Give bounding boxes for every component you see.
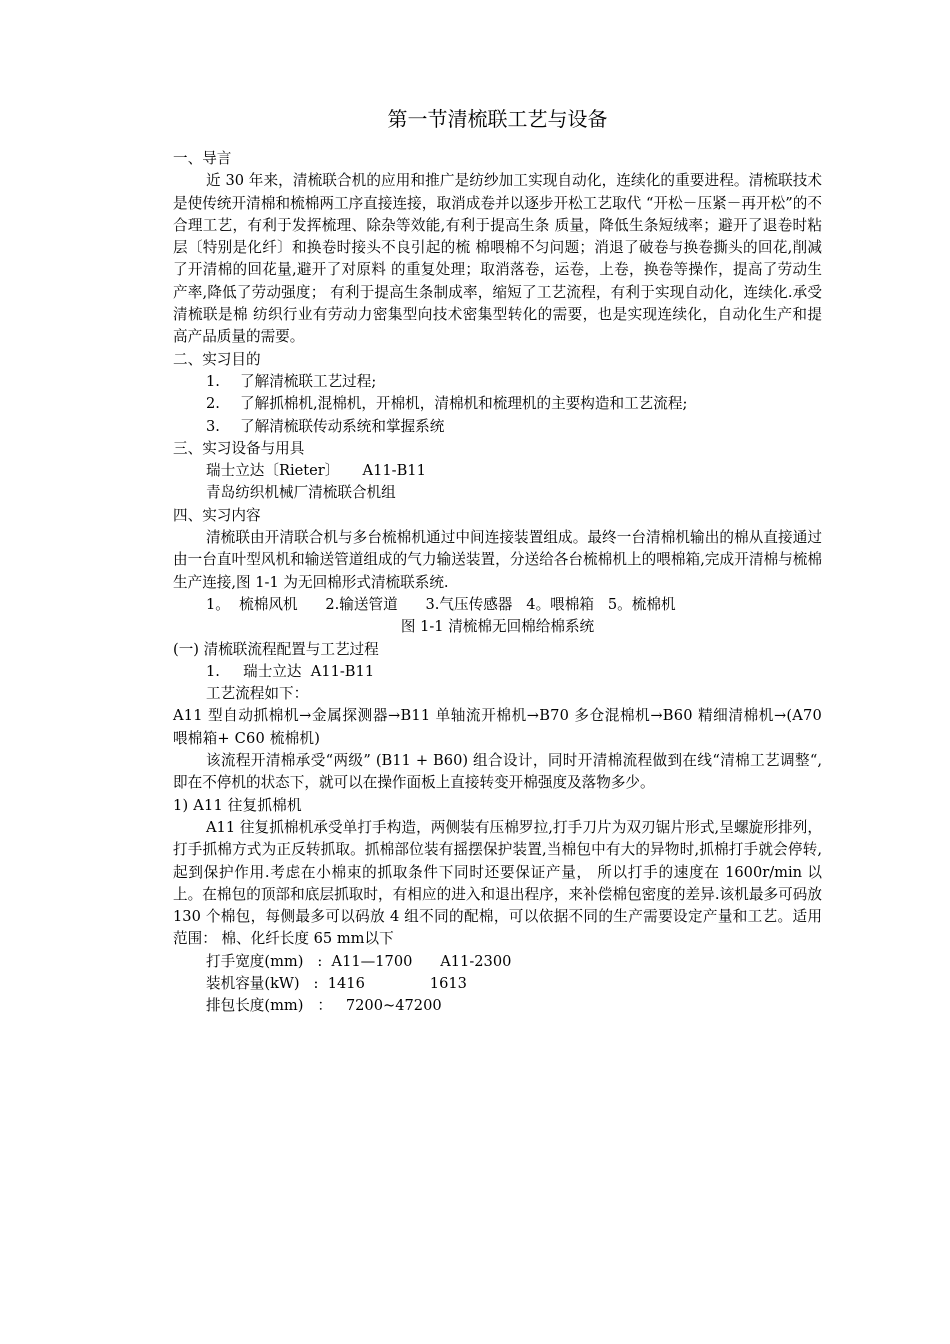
equipment-line: 青岛纺织机械厂清梳联合机组 xyxy=(206,484,396,502)
page-title: 第一节清梳联工艺与设备 xyxy=(387,107,608,131)
flow-sequence: A11 型自动抓棉机→金属探测器→B11 单轴流开棉机→B70 多仓混棉机→B60 精细清棉机→(A70 喂棉箱+ C60 梳棉机) xyxy=(173,707,822,747)
a11-paragraph: A11 往复抓棉机承受单打手构造，两侧装有压棉罗拉,打手刀片为双刃锯片形式,呈螺旋形排列，打手抓棉方式为正反转抓取。抓棉部位装有摇摆保护装置,当棉包中有大的异物时,抓棉打手就会停转,起到保护作用.考虑在小棉束的抓取条件下同时还要保证产量， 所以打手的速度在 1600r/min 以上。在棉包的顶部和底层抓取时，有相应的进入和退出程序，来补偿棉包密度的差异.该机最多可码放 130 个棉包，每侧最多可以码放 4 组不同的配棉，可以依据不同的生产需要设定产量和工艺。适用范围： 棉、化纤长度 65 mm以下 xyxy=(173,818,822,948)
spec-line: 排包长度(mm) ： 7200~47200 xyxy=(206,997,442,1015)
list-item: 1. 了解清梳联工艺过程; xyxy=(206,372,377,390)
section-heading-purpose: 二、实习目的 xyxy=(173,350,261,368)
section-heading-content: 四、实习内容 xyxy=(173,506,261,524)
section-heading-intro: 一、导言 xyxy=(173,150,232,167)
figure-legend: 1。 梳棉风机 2.输送管道 3.气压传感器 4。喂棉箱 5。梳棉机 xyxy=(206,595,676,613)
section-heading-equipment: 三、实习设备与用具 xyxy=(173,439,305,457)
flow-note: 该流程开清棉承受“两级” (B11 + B60) 组合设计，同时开清棉流程做到在线“清棉工艺调整“,即在不停机的状态下，就可以在操作面板上直接转变开棉强度及落物多少。 xyxy=(173,752,822,792)
intro-paragraph: 近 30 年来，清梳联合机的应用和推广是纺纱加工实现自动化，连续化的重要进程。清梳联技术是使传统开清棉和梳棉两工序直接连接，取消成卷并以逐步开松工艺取代 “开松－压紧－再开松”的不合理工艺，有利于发挥梳理、除杂等效能,有利于提高生条 质量，降低生条短绒率；避开了退卷时粘层〔特别是化纤〕和换卷时接头不良引起的梳 棉喂棉不匀问题；消退了破卷与换卷撕头的回花,削减了开清棉的回花量,避开了对原料 的重复处理；取消落卷，运卷，上卷，换卷等操作，提高了劳动生产率,降低了劳动强度； 有利于提高生条制成率，缩短了工艺流程，有利于实现自动化，连续化.承受清梳联是棉 纺织行业有劳动力密集型向技术密集型转化的需要，也是实现连续化，自动化生产和提 高产品质量的需要。 xyxy=(173,172,822,346)
list-item: 2. 了解抓棉机,混棉机，开棉机，清棉机和梳理机的主要构造和工艺流程; xyxy=(206,395,688,413)
flow-item: 1. 瑞士立达 A11-B11 xyxy=(206,662,375,680)
spec-line: 打手宽度(mm) : A11—1700 A11-2300 xyxy=(206,952,512,970)
figure-caption: 图 1-1 清梳棉无回棉给棉系统 xyxy=(400,618,595,636)
equipment-line: 瑞士立达〔Rieter〕 A11-B11 xyxy=(206,462,426,480)
flow-label: 工艺流程如下： xyxy=(206,685,309,703)
subsection-heading-flow: (一) 清梳联流程配置与工艺过程 xyxy=(173,640,379,658)
list-item: 3. 了解清梳联传动系统和掌握系统 xyxy=(206,417,445,435)
subsection-heading-a11: 1) A11 往复抓棉机 xyxy=(173,796,302,814)
content-paragraph: 清梳联由开清联合机与多台梳棉机通过中间连接装置组成。最终一台清棉机输出的棉从直接通过由一台直叶型风机和输送管道组成的气力输送装置，分送给各台梳棉机上的喂棉箱,完成开清棉与梳棉生产连接,图 1-1 为无回棉形式清梳联系统. xyxy=(173,529,822,591)
spec-line: 装机容量(kW) : 1416 1613 xyxy=(206,974,467,992)
